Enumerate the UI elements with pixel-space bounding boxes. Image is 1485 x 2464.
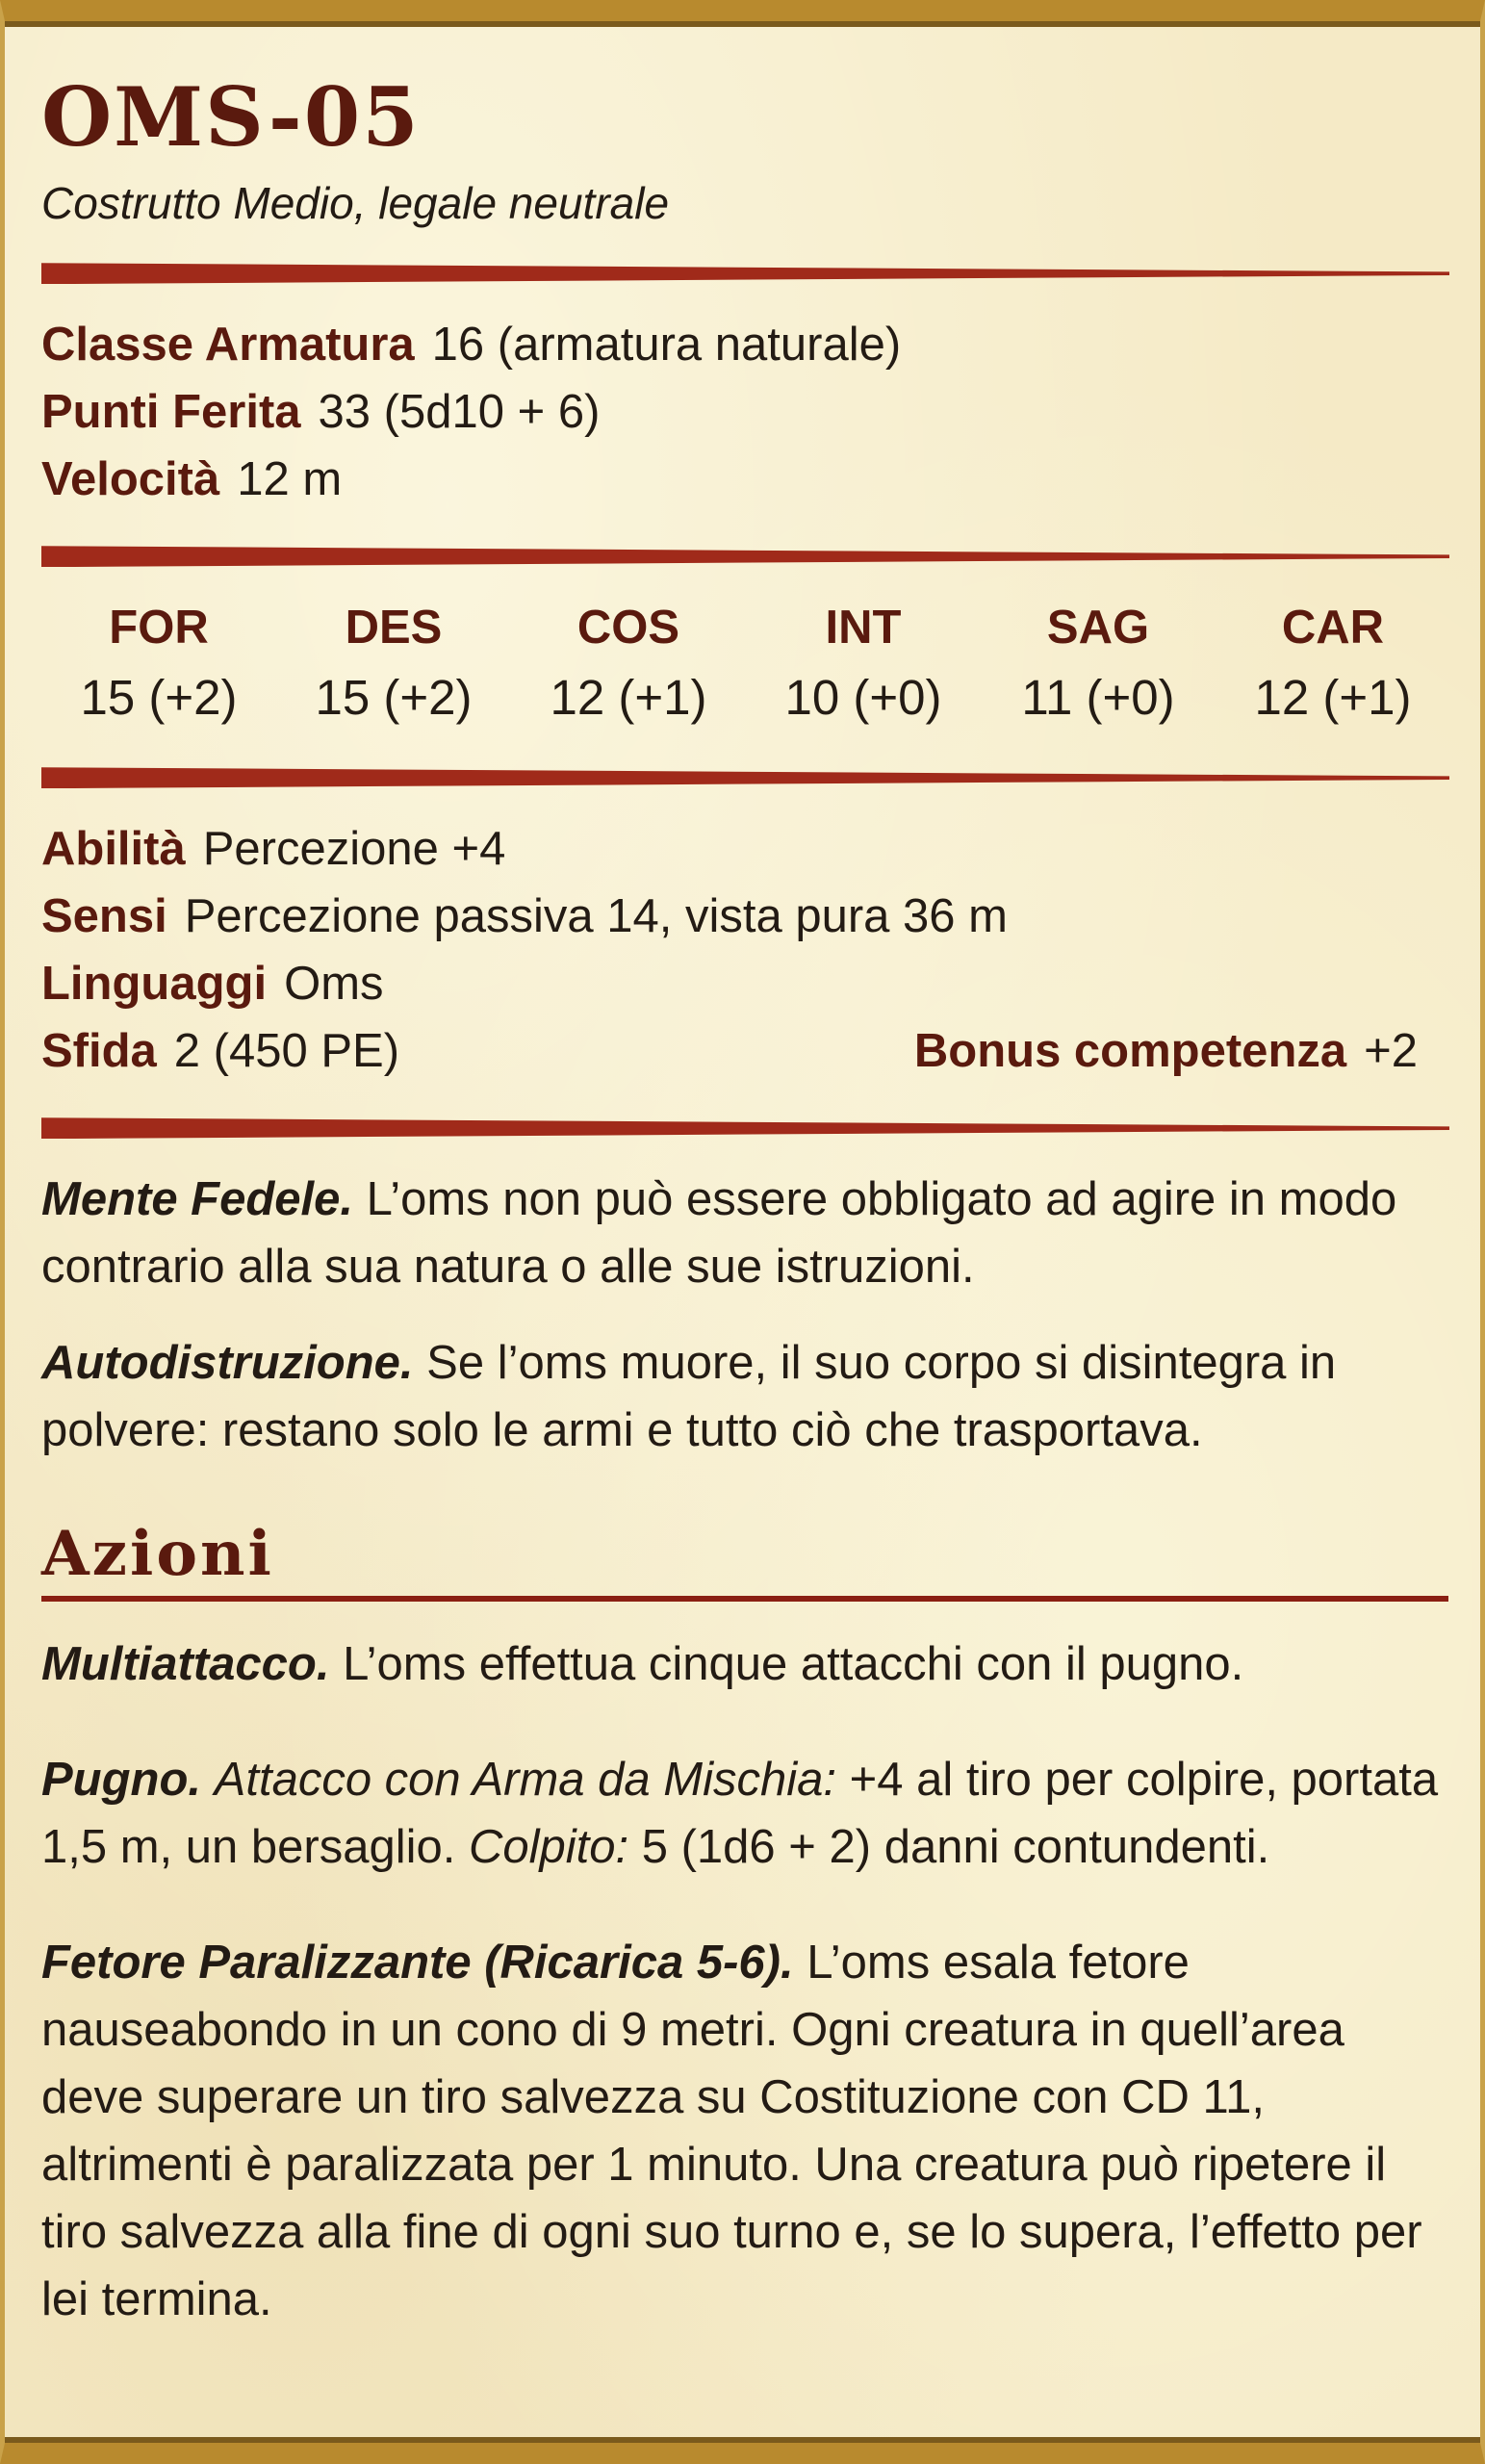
creature-name: OMS-05 [41, 69, 421, 165]
skills-label: Abilità [41, 823, 186, 876]
trait-text: L’oms non può essere obbligato ad agire in modo contrario alla sua natura o alle sue istruzioni. [41, 1173, 1397, 1294]
senses [41, 883, 1442, 950]
action-text: +4 al tiro per colpire, portata 1,5 m, un bersaglio. [41, 1754, 1439, 1874]
armor-class [41, 311, 1442, 378]
challenge-value: 2 (450 PE) [173, 1025, 400, 1078]
action-punch [41, 1746, 1442, 1881]
ability-value: 10 (+0) [784, 670, 942, 726]
divider [41, 767, 1449, 788]
languages-value: Oms [284, 958, 384, 1011]
proficiency-label: Bonus competenza [913, 1025, 1347, 1078]
ability-name: FOR [109, 602, 209, 654]
ability-for [41, 594, 276, 734]
ability-name: CAR [1281, 602, 1385, 654]
divider [41, 1117, 1449, 1139]
challenge-row [41, 1017, 1418, 1085]
challenge [41, 1017, 399, 1085]
divider [41, 546, 1449, 567]
armor-class-label: Classe Armatura [41, 319, 415, 372]
ability-name: COS [576, 602, 680, 654]
ability-name: SAG [1046, 602, 1150, 654]
ability-scores [41, 594, 1451, 734]
action-name: Multiattacco. [41, 1638, 330, 1691]
skills-value: Percezione +4 [202, 823, 506, 876]
stat-block [41, 50, 1442, 2333]
speed-label: Velocità [41, 453, 220, 506]
ability-value: 11 (+0) [1021, 670, 1175, 726]
trait-mente-fedele [41, 1166, 1442, 1300]
hit-text: 5 (1d6 + 2) danni contundenti. [641, 1821, 1270, 1874]
senses-value: Percezione passiva 14, vista pura 36 m [184, 890, 1008, 943]
senses-label: Sensi [41, 890, 167, 943]
ability-car [1216, 594, 1450, 734]
hit-points [41, 378, 1442, 446]
action-text: L’oms esala fetore nauseabondo in un cono di 9 metri. Ogni creatura in quell’area deve superare un tiro salvezza su Costituzione con CD 11, altrimenti è paralizzata per 1 minuto. Una creatura può ripetere il tiro salvezza alla fine di ogni suo turno e, se lo supera, l’effetto per lei termina. [41, 1937, 1422, 2326]
ability-value: 15 (+2) [315, 670, 473, 726]
hit-label: Colpito: [468, 1821, 629, 1874]
ability-value: 12 (+1) [1254, 670, 1412, 726]
action-multiattack [41, 1630, 1442, 1698]
ability-cos [511, 594, 746, 734]
hit-points-label: Punti Ferita [41, 386, 301, 439]
ability-name: DES [345, 602, 443, 654]
trait-name: Mente Fedele. [41, 1173, 354, 1226]
ability-value: 12 (+1) [550, 670, 707, 726]
actions-heading: Azioni [41, 1518, 1448, 1602]
languages-label: Linguaggi [41, 958, 268, 1011]
proficiency-value: +2 [1364, 1025, 1418, 1078]
skills [41, 815, 1442, 883]
ability-name: INT [825, 602, 902, 654]
hit-points-value: 33 (5d10 + 6) [318, 386, 601, 439]
action-text: L’oms effettua cinque attacchi con il pugno. [343, 1638, 1244, 1691]
creature-meta: Costrutto Medio, legale neutrale [41, 178, 670, 228]
ability-value: 15 (+2) [80, 670, 238, 726]
trait-text: Se l’oms muore, il suo corpo si disintegra in polvere: restano solo le armi e tutto ciò che trasportava. [41, 1337, 1337, 1457]
ability-sag [981, 594, 1216, 734]
armor-class-value: 16 (armatura naturale) [431, 319, 902, 372]
divider [41, 263, 1449, 284]
ability-des [276, 594, 511, 734]
languages [41, 950, 1442, 1017]
speed-value: 12 m [237, 453, 343, 506]
attack-type: Attacco con Arma da Mischia: [214, 1754, 836, 1807]
action-name: Fetore Paralizzante (Ricarica 5-6). [41, 1937, 794, 1989]
action-name: Pugno. [41, 1754, 202, 1807]
action-paralyzing-stench [41, 1929, 1442, 2333]
speed [41, 446, 1442, 513]
trait-autodistruzione [41, 1329, 1442, 1464]
proficiency-bonus [914, 1017, 1418, 1085]
trait-name: Autodistruzione. [41, 1337, 414, 1390]
ability-int [746, 594, 981, 734]
challenge-label: Sfida [41, 1025, 157, 1078]
